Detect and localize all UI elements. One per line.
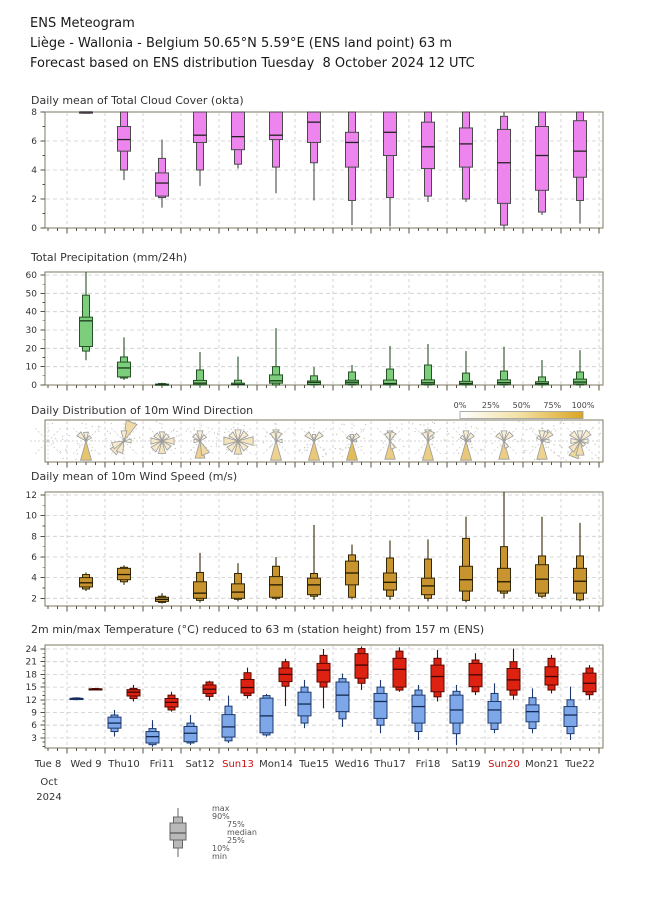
axis-tick-label: 6 <box>31 552 37 563</box>
day-label: Tue22 <box>565 759 595 770</box>
day-label: Sun13 <box>222 759 254 770</box>
day-label: Thu17 <box>374 759 406 770</box>
axis-tick-label: 10 <box>25 362 37 373</box>
temp-panel-title: 2m min/max Temperature (°C) reduced to 63 m (station height) from 157 m (ENS) <box>31 623 485 636</box>
percentile-legend <box>170 804 257 861</box>
axis-tick-label: 2 <box>31 594 37 605</box>
day-label: Wed 9 <box>70 759 102 770</box>
axis-tick-label: 75% <box>227 820 245 829</box>
axis-tick-label: 3 <box>31 733 37 744</box>
axis-tick-label: 50% <box>512 401 531 410</box>
winddir-panel-title: Daily Distribution of 10m Wind Direction <box>31 404 254 417</box>
axis-tick-label: 20 <box>25 344 37 355</box>
day-label: Mon21 <box>525 759 559 770</box>
axis-tick-label: 6 <box>31 721 37 732</box>
axis-tick-label: 8 <box>31 108 37 118</box>
day-label: Tue 8 <box>34 759 62 770</box>
temperature-panel <box>26 645 603 754</box>
day-label: Fri18 <box>415 759 441 770</box>
axis-tick-label: 8 <box>31 532 37 543</box>
cloud-panel-title: Daily mean of Total Cloud Cover (okta) <box>31 94 244 107</box>
axis-tick-label: 40 <box>25 307 37 318</box>
axis-tick-label: max <box>212 804 230 813</box>
axis-tick-label: min <box>212 852 228 861</box>
axis-tick-label: 50 <box>25 289 37 300</box>
axis-tick-label: 10% <box>212 844 230 853</box>
axis-tick-label: 60 <box>25 271 37 282</box>
day-label: Thu10 <box>108 759 140 770</box>
day-label: Mon14 <box>259 759 293 770</box>
axis-tick-label: 24 <box>25 645 37 656</box>
day-label: Sat19 <box>451 759 481 770</box>
axis-tick-label: 4 <box>31 166 37 176</box>
axis-tick-label: 0 <box>31 224 37 234</box>
axis-tick-label: 0% <box>453 401 467 410</box>
location-line: Liège - Wallonia - Belgium 50.65°N 5.59°E (ENS land point) 63 m <box>30 36 453 51</box>
wind-legend-gradient-bar <box>460 412 583 419</box>
cloud-cover-panel <box>31 108 603 234</box>
axis-tick-label: 25% <box>227 836 245 845</box>
axis-tick-label: 12 <box>25 491 37 501</box>
precipitation-panel <box>26 271 603 391</box>
axis-tick-label: 15 <box>25 683 37 694</box>
basetime-line: Forecast based on ENS distribution Tuesday 8 October 2024 12 UTC <box>30 56 475 71</box>
axis-tick-label: 18 <box>25 670 37 681</box>
page-title: ENS Meteogram <box>30 16 135 31</box>
day-label: Sat12 <box>185 759 215 770</box>
axis-tick-label: 90% <box>212 812 230 821</box>
axis-tick-label: 100% <box>571 401 595 410</box>
axis-tick-label: 9 <box>31 708 37 719</box>
axis-tick-label: 6 <box>31 137 37 147</box>
axis-tick-label: 21 <box>25 657 37 668</box>
wind-speed-panel <box>26 491 603 612</box>
axis-tick-label: 30 <box>25 326 37 337</box>
axis-tick-label: 4 <box>31 573 37 584</box>
wind-direction-panel <box>29 401 603 468</box>
precip-panel-title: Total Precipitation (mm/24h) <box>31 251 188 264</box>
day-label: Wed16 <box>334 759 370 770</box>
x-axis-year: 2024 <box>36 792 62 803</box>
axis-tick-label: 12 <box>25 695 37 706</box>
x-axis-month: Oct <box>40 777 58 788</box>
axis-tick-label: 2 <box>31 195 37 205</box>
day-label: Fri11 <box>149 759 175 770</box>
axis-tick-label: 10 <box>25 511 37 522</box>
axis-tick-label: 0 <box>31 381 37 391</box>
axis-tick-label: 25% <box>481 401 500 410</box>
day-label: Sun20 <box>488 759 520 770</box>
windspeed-panel-title: Daily mean of 10m Wind Speed (m/s) <box>31 470 238 483</box>
axis-tick-label: 75% <box>543 401 562 410</box>
axis-tick-label: median <box>227 828 257 837</box>
day-label: Tue15 <box>299 759 329 770</box>
